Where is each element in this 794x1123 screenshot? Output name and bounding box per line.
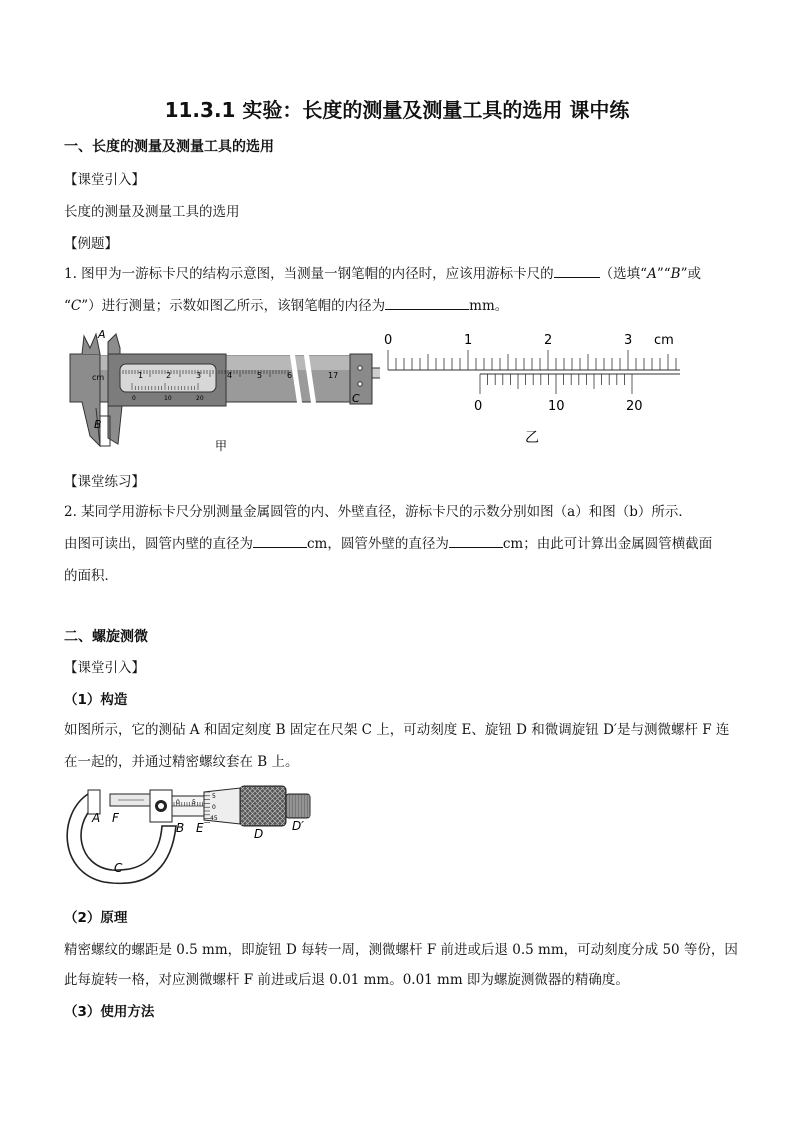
q1-option-c: C [70,298,82,314]
section2-heading: 二、螺旋测微 [64,629,148,645]
caliper-vernier-20: 20 [196,395,204,402]
reading-vernier-20: 20 [626,399,643,414]
q1-text-e: ”）进行测量；示数如图乙所示，该钢笔帽的内径为 [81,298,386,314]
micrometer-label-d-prime: D′ [292,819,304,833]
reading-unit: cm [654,333,674,348]
q1-sep: ”“ [656,266,671,282]
caliper-label-c: C [352,392,360,405]
intro-tag-1: 【课堂引入】 [64,172,145,188]
caliper-label-b: B [94,418,102,431]
q2-blank-2[interactable] [449,533,503,548]
figure-yi-label: 乙 [525,430,539,446]
page-title: 11.3.1 实验：长度的测量及测量工具的选用 课中练 [164,98,630,122]
subheading-usage: （3）使用方法 [64,1004,155,1020]
caliper-tick-3: 3 [196,371,202,380]
q1-text-a: 1. 图甲为一游标卡尺的结构示意图，当测量一钢笔帽的内径时，应该用游标卡尺的 [64,266,554,282]
q1-option-b: B [670,266,681,282]
practice-tag: 【课堂练习】 [64,474,145,490]
subheading-principle: （2）原理 [64,910,128,926]
question-1-line-2 [64,294,508,314]
q2-text-a: 由图可读出，圆管内壁的直径为 [64,536,253,552]
thimble-tick-5: 5 [212,793,216,800]
caliper-tick-6: 6 [287,371,293,380]
reading-main-0: 0 [384,333,393,348]
micrometer-label-b: B [176,821,185,835]
micrometer-label-d: D [254,827,264,841]
q2-text-b: cm，圆管外壁的直径为 [307,536,449,552]
q2-blank-1[interactable] [253,533,307,548]
q1-blank-1[interactable] [554,263,600,278]
principle-line-1: 精密螺纹的螺距是 0.5 mm，即旋钮 D 每转一周，测微螺杆 F 前进或后退 0.5 mm，可动刻度分成 50 等份，因 [64,942,738,958]
caliper-tick-2: 2 [166,371,172,380]
structure-line-2: 在一起的，并通过精密螺纹套在 B 上。 [64,754,299,770]
caliper-tick-1: 1 [138,371,144,380]
q1-text-c: ”或 [680,266,701,282]
question-2-line-3: 的面积． [64,568,118,584]
intro-text-1: 长度的测量及测量工具的选用 [64,204,240,220]
q1-text-b: （选填“ [599,266,648,282]
sleeve-tick-0: 0 [176,799,180,806]
q1-blank-2[interactable] [385,295,469,310]
reading-main-2: 2 [544,333,553,348]
section1-heading: 一、长度的测量及测量工具的选用 [64,139,274,155]
example-tag: 【例题】 [64,236,118,252]
caliper-vernier-0: 0 [132,395,136,402]
caliper-tick-4: 4 [227,371,233,380]
caliper-tick-17: 17 [328,371,339,380]
thimble-tick-0: 0 [212,804,216,811]
caliper-cm-label: cm [92,373,105,382]
caliper-tick-5: 5 [257,371,263,380]
micrometer-label-c: C [114,861,123,875]
caliper-label-a: A [98,328,106,341]
micrometer-label-e: E [196,821,204,835]
micrometer-figure [64,780,324,892]
reading-main-3: 3 [624,333,633,348]
micrometer-label-a: A [92,811,101,825]
figure-jia-label: 甲 [215,439,228,453]
question-1-line-1 [64,262,701,282]
reading-vernier-10: 10 [548,399,565,414]
principle-line-2: 此每旋转一格，对应测微螺杆 F 前进或后退 0.01 mm。0.01 mm 即为螺旋测微器的精确度。 [64,972,629,988]
structure-line-1: 如图所示，它的测砧 A 和固定刻度 B 固定在尺架 C 上，可动刻度 E、旋钮 D 和微调旋钮 D′是与测微螺杆 F 连 [64,722,730,738]
q1-text-d: “ [64,298,71,314]
question-2-line-2 [64,532,712,552]
reading-vernier-0: 0 [474,399,483,414]
subheading-structure: （1）构造 [64,692,128,708]
caliper-vernier-10: 10 [164,395,172,402]
thimble-tick-45: 45 [210,815,218,822]
q2-text-c: cm；由此可计算出金属圆管横截面 [502,536,713,552]
vernier-reading-figure [380,326,700,456]
intro-tag-2: 【课堂引入】 [64,660,145,676]
question-2-line-1: 2. 某同学用游标卡尺分别测量金属圆管的内、外壁直径，游标卡尺的示数分别如图（a）和图（b）所示． [64,504,692,520]
sleeve-tick-5: 5 [192,799,196,806]
q1-text-f: mm。 [469,298,509,314]
q1-option-a: A [647,266,657,282]
vernier-caliper-figure [60,326,380,456]
micrometer-label-f: F [112,811,119,825]
reading-main-1: 1 [464,333,473,348]
